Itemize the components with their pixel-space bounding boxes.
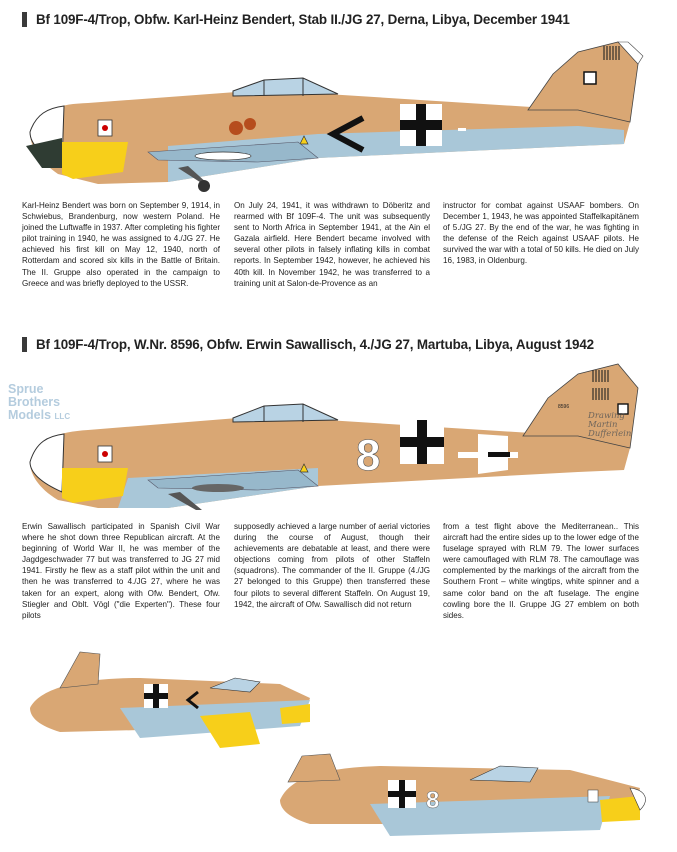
aircraft-profile-bendert bbox=[18, 34, 658, 199]
balkenkreuz bbox=[400, 420, 444, 464]
drop-tank bbox=[195, 152, 251, 160]
canopy bbox=[233, 404, 338, 422]
flower-emblem bbox=[229, 121, 243, 135]
text-column-2: On July 24, 1941, it was withdrawn to Döberitz and rearmed with Bf 109F-4. The unit was subsequently sent to North Africa in September 1941, at the Ain el Gazala airfield. Here Bendert became involved with several other pilots in falsely inflating kills in combat reports. In September 1942, however, he achieved his 40th kill. In November 1942, he was transferred to a training unit at Salon-de-Provence as an bbox=[234, 201, 430, 288]
yellow-cowl bbox=[600, 796, 640, 822]
gruppe-emblem bbox=[588, 790, 598, 802]
werknummer: 8596 bbox=[558, 404, 570, 410]
aircraft-view-sawallisch-three-quarter bbox=[270, 740, 660, 848]
balkenkreuz bbox=[400, 104, 442, 146]
text-column-3: from a test flight above the Mediterranean.. This aircraft had the entire sides up to the lower edge of the fuselage sprayed with RLM 79. The lower surfaces were camouflaged with RLM 78. The camouflage was complemented by the markings of the aircraft from the Southern Front – white wingtips, white spinner and a same color band on the aft fuselage. The engine cowling bore the II. Gruppe JG 27 emblem on both sides. bbox=[443, 522, 639, 620]
fin bbox=[288, 754, 340, 782]
tail-fin bbox=[528, 42, 638, 122]
section-heading-2 bbox=[22, 337, 594, 352]
tail-marking bbox=[584, 72, 596, 84]
fin bbox=[60, 652, 100, 688]
balkenkreuz bbox=[388, 780, 416, 808]
watermark: Sprue Brothers Models LLC bbox=[8, 382, 71, 422]
text-column-1: Karl-Heinz Bendert was born on September 9, 1914, in Schwiebus, Brandenburg, now western Poland. He joined the Luftwaffe in 1937. After completing his fighter pilot training in 1940, he was assigned to 4./JG 27. He achieved his first kill on May 12, 1940, north of Rotterdam and scored six kills in the Battle of Britain. The II. Gruppe also operated in the campaign to Greece and was briefly deployed to the USSR. bbox=[22, 201, 220, 288]
aircraft-profile-sawallisch bbox=[18, 358, 658, 513]
fuselage-number: 8 bbox=[356, 431, 381, 480]
section-heading-1 bbox=[22, 12, 570, 27]
heading-bar bbox=[22, 12, 27, 27]
white-spinner bbox=[30, 434, 64, 492]
aft-band bbox=[458, 128, 466, 131]
heading-text: Bf 109F-4/Trop, Obfw. Karl-Heinz Bendert, Stab II./JG 27, Derna, Libya, December 1941 bbox=[36, 12, 570, 27]
dark-nose bbox=[26, 138, 62, 168]
text-column-2: supposedly achieved a large number of aerial victories during the course of August, though their achievements are debatable at least, and there were objections coming from pilots of other Staffeln (squadrons). The commander of the II. Gruppe (4./JG 27 belonged to this Gruppe) then transferred these four pilots to several different Staffeln. On August 19, 1942, the aircraft of Ofw. Sawallisch did not return bbox=[234, 522, 430, 609]
text-column-1: Erwin Sawallisch participated in Spanish Civil War where he shot down three Republican aircraft. At the beginning of World War II, he was member of the Jagdgeschwader 77 but was transferred to JG 27 mid 1941. Firstly he flew as a staff pilot within the unit and then he was transferred to 4./JG 27, where he was taken for an expert, along with Ofw. Bendert, Ofw. Stiegler and Oblt. Vögl ("die Experten"). These four pilots bbox=[22, 522, 220, 620]
fuselage-number: 8 bbox=[426, 787, 440, 814]
drop-tank bbox=[192, 484, 244, 492]
balkenkreuz bbox=[144, 684, 168, 708]
artist-signature: Drawing Martin Dufferlein bbox=[588, 411, 632, 439]
text-column-3: instructor for combat against USAAF bombers. On December 1, 1943, he was appointed Staffelkapitänem of 5./JG 27. By the end of the war, he was fighting in the defense of the Reich against USAAF pilots. He survived the war with a total of 50 kills. He died on July 16, 1983, in Oldenburg. bbox=[443, 201, 639, 266]
heading-text: Bf 109F-4/Trop, W.Nr. 8596, Obfw. Erwin Sawallisch, 4./JG 27, Martuba, Libya, August 1942 bbox=[36, 337, 594, 352]
yellow-underside bbox=[200, 712, 260, 748]
heading-bar bbox=[22, 337, 27, 352]
canopy bbox=[233, 78, 338, 96]
